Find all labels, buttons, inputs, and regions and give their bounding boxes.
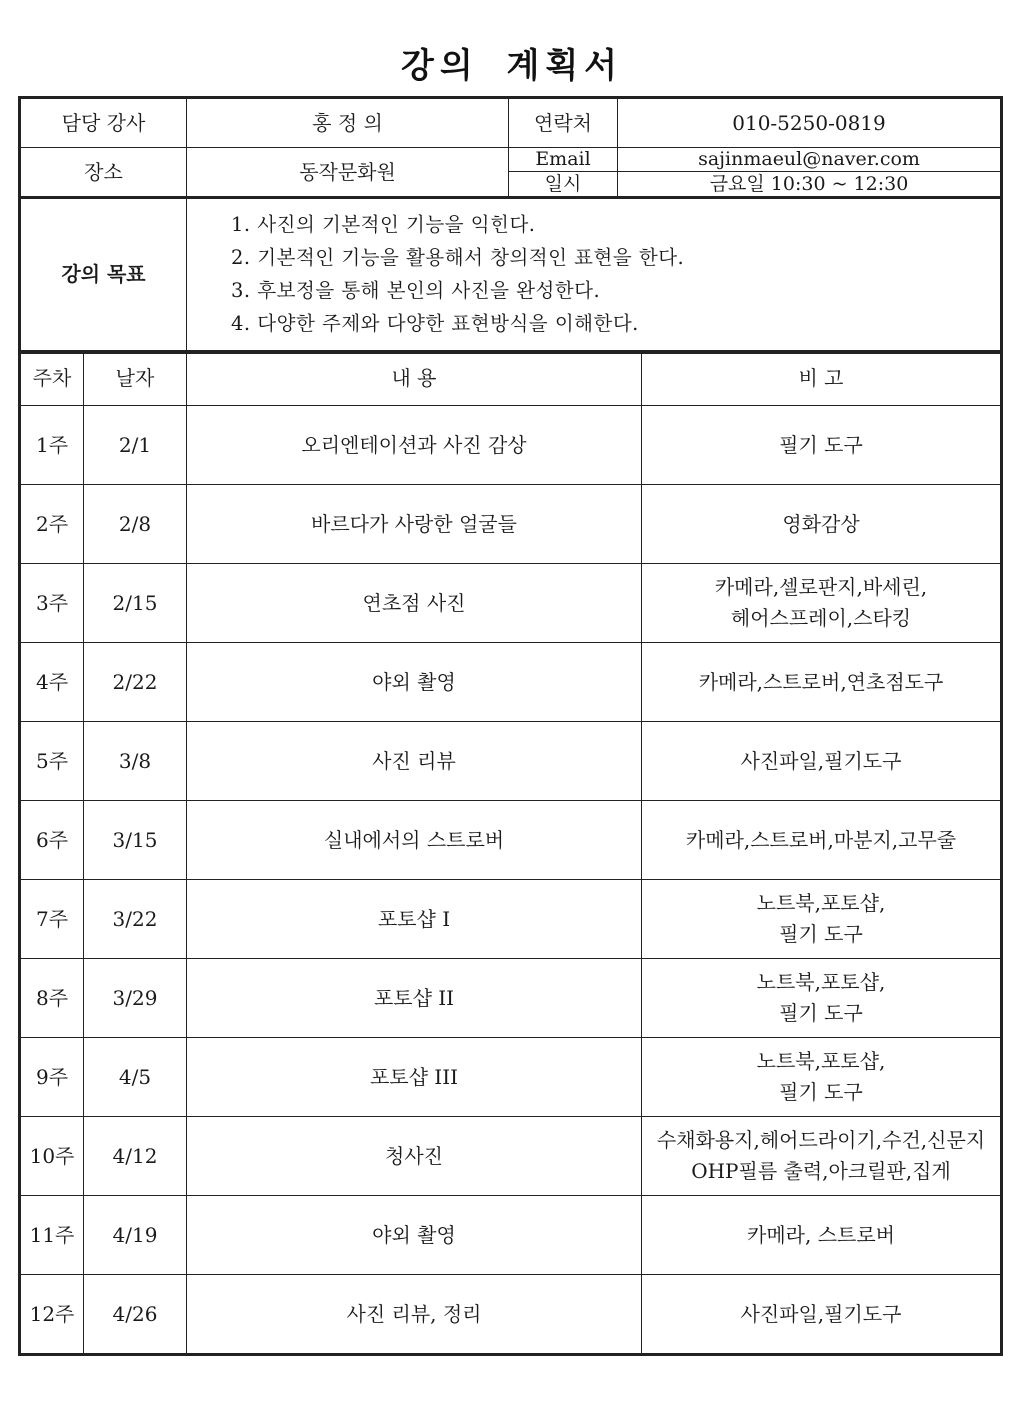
contact-label: 연락처 [509, 98, 618, 148]
note-line: 필기 도구 [779, 1001, 863, 1025]
table-row [20, 1038, 1002, 1117]
note-line: 노트북,포토샵, [756, 970, 886, 994]
date-cell: 3/15 [84, 801, 187, 880]
week-cell: 1주 [20, 406, 84, 485]
goal-item: 1. 사진의 기본적인 기능을 익힌다. [231, 213, 536, 236]
note-cell [642, 1196, 1002, 1275]
note-cell [642, 564, 1002, 643]
content-cell: 청사진 [187, 1117, 642, 1196]
table-row [20, 801, 1002, 880]
week-cell: 2주 [20, 485, 84, 564]
week-cell: 9주 [20, 1038, 84, 1117]
note-line: 카메라,스트로버,마분지,고무줄 [685, 827, 957, 852]
note-cell [642, 801, 1002, 880]
note-line: 카메라,셀로판지,바세린, [714, 575, 928, 599]
schedule-header-row [20, 351, 1002, 406]
place-value: 동작문화원 [187, 148, 509, 198]
date-cell: 2/1 [84, 406, 187, 485]
week-cell: 12주 [20, 1275, 84, 1355]
content-cell: 사진 리뷰 [187, 722, 642, 801]
note-cell [642, 485, 1002, 564]
column-header-content: 내 용 [187, 351, 642, 406]
note-line: 사진파일,필기도구 [740, 1301, 902, 1326]
content-cell: 야외 촬영 [187, 1196, 642, 1275]
week-cell: 7주 [20, 880, 84, 959]
goals-list [187, 197, 1002, 353]
content-cell: 포토샵 II [187, 959, 642, 1038]
schedule-table [18, 350, 1003, 1356]
note-line: 카메라,스트로버,연초점도구 [698, 669, 944, 694]
week-cell: 3주 [20, 564, 84, 643]
goals-label: 강의 목표 [20, 197, 187, 353]
goals-table [18, 196, 1003, 354]
instructor-label: 담당 강사 [20, 98, 187, 148]
note-cell [642, 959, 1002, 1038]
content-cell: 오리엔테이션과 사진 감상 [187, 406, 642, 485]
column-header-note: 비 고 [642, 351, 1002, 406]
content-cell: 포토샵 I [187, 880, 642, 959]
table-row [20, 722, 1002, 801]
goal-item: 3. 후보정을 통해 본인의 사진을 완성한다. [231, 279, 601, 302]
note-cell [642, 880, 1002, 959]
note-cell [642, 643, 1002, 722]
week-cell: 5주 [20, 722, 84, 801]
email-label: Email [509, 148, 618, 172]
time-value: 금요일 10:30 ~ 12:30 [618, 172, 1002, 198]
date-cell: 4/12 [84, 1117, 187, 1196]
table-row [20, 564, 1002, 643]
goal-item: 2. 기본적인 기능을 활용해서 창의적인 표현을 한다. [231, 246, 685, 269]
note-line: 수채화용지,헤어드라이기,수건,신문지 [656, 1128, 986, 1152]
note-line: 필기 도구 [779, 432, 863, 457]
note-line: 필기 도구 [779, 922, 863, 946]
note-line: 사진파일,필기도구 [740, 748, 902, 773]
column-header-week: 주차 [20, 351, 84, 406]
date-cell: 4/19 [84, 1196, 187, 1275]
note-line: 필기 도구 [779, 1080, 863, 1104]
table-row [20, 643, 1002, 722]
column-header-date: 날자 [84, 351, 187, 406]
page-title: 강의 계획서 [400, 46, 624, 86]
table-row [20, 1275, 1002, 1355]
date-cell: 3/22 [84, 880, 187, 959]
table-row [20, 1196, 1002, 1275]
date-cell: 2/15 [84, 564, 187, 643]
note-line: OHP필름 출력,아크릴판,집게 [691, 1159, 951, 1183]
table-row [20, 880, 1002, 959]
week-cell: 11주 [20, 1196, 84, 1275]
content-cell: 바르다가 사랑한 얼굴들 [187, 485, 642, 564]
note-line: 노트북,포토샵, [756, 891, 886, 915]
table-row [20, 1117, 1002, 1196]
table-row [20, 406, 1002, 485]
goal-item: 4. 다양한 주제와 다양한 표현방식을 이해한다. [231, 312, 639, 335]
content-cell: 사진 리뷰, 정리 [187, 1275, 642, 1355]
note-cell [642, 406, 1002, 485]
date-cell: 3/29 [84, 959, 187, 1038]
date-cell: 2/8 [84, 485, 187, 564]
info-table [18, 96, 1003, 199]
content-cell: 연초점 사진 [187, 564, 642, 643]
note-line: 헤어스프레이,스타킹 [730, 606, 912, 630]
content-cell: 야외 촬영 [187, 643, 642, 722]
note-line: 노트북,포토샵, [756, 1049, 886, 1073]
week-cell: 10주 [20, 1117, 84, 1196]
contact-value: 010-5250-0819 [618, 98, 1002, 148]
time-label: 일시 [509, 172, 618, 198]
week-cell: 6주 [20, 801, 84, 880]
content-cell: 실내에서의 스트로버 [187, 801, 642, 880]
note-cell [642, 722, 1002, 801]
date-cell: 3/8 [84, 722, 187, 801]
note-cell [642, 1038, 1002, 1117]
note-line: 영화감상 [782, 511, 860, 536]
date-cell: 4/26 [84, 1275, 187, 1355]
week-cell: 4주 [20, 643, 84, 722]
week-cell: 8주 [20, 959, 84, 1038]
place-label: 장소 [20, 148, 187, 198]
date-cell: 2/22 [84, 643, 187, 722]
email-value: sajinmaeul@naver.com [618, 148, 1002, 172]
date-cell: 4/5 [84, 1038, 187, 1117]
instructor-value: 홍 정 의 [187, 98, 509, 148]
table-row [20, 485, 1002, 564]
note-line: 카메라, 스트로버 [747, 1222, 895, 1247]
note-cell [642, 1275, 1002, 1355]
content-cell: 포토샵 III [187, 1038, 642, 1117]
note-cell [642, 1117, 1002, 1196]
table-row [20, 959, 1002, 1038]
